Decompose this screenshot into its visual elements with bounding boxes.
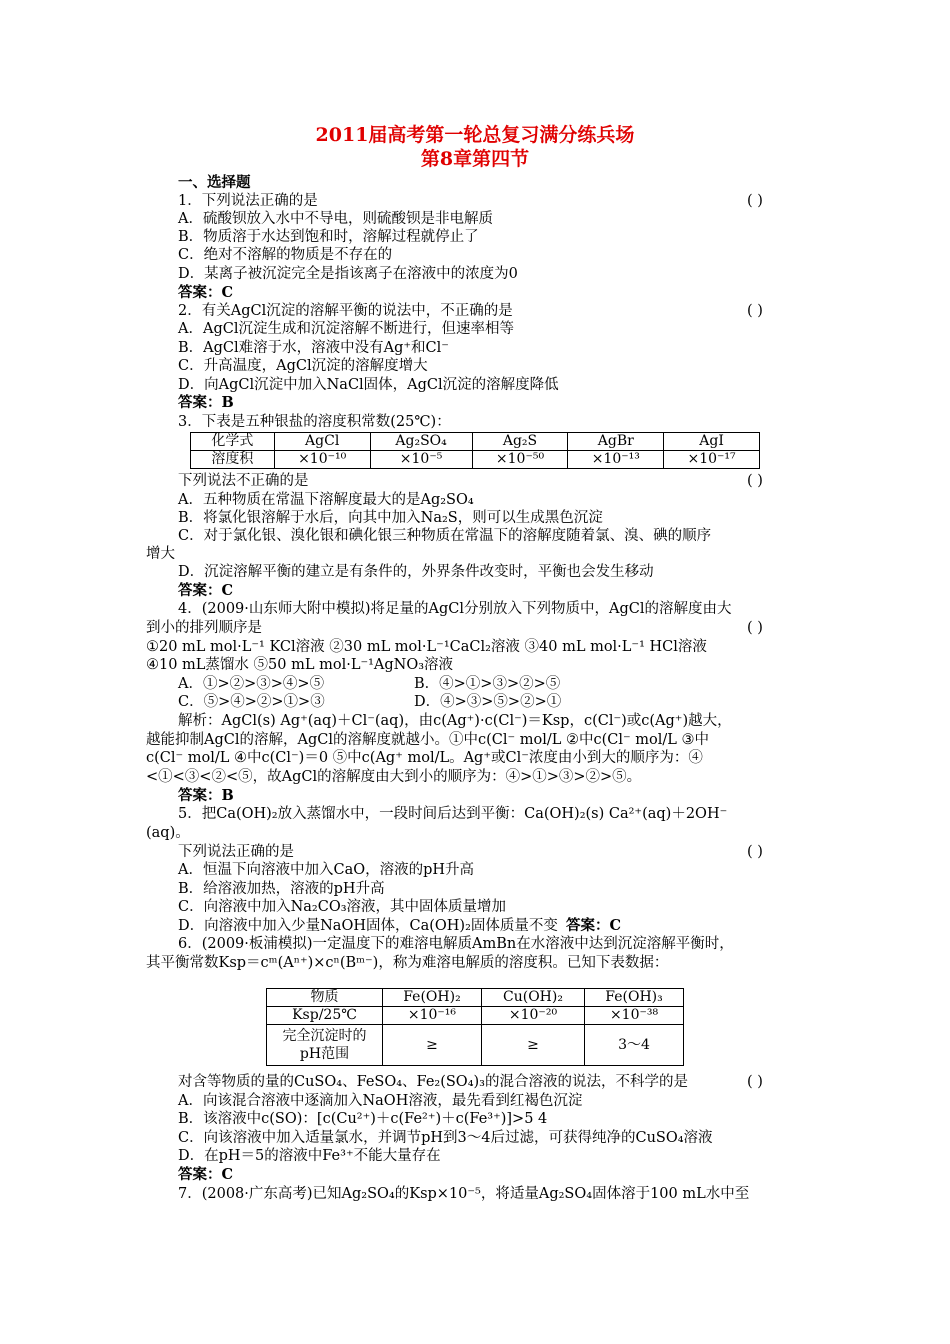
hydroxide-ksp-table [266,988,684,1066]
q5-stem-cont: (aq)。 [146,825,190,841]
table-cell: ≥ [383,1025,482,1066]
q6-answer-paren: ( ) [747,1074,763,1090]
doc-title-line1: 2011届高考第一轮总复习满分练兵场 [315,124,635,146]
q6-answer: 答案：C [178,1166,234,1183]
q6-option-a: A．向该混合溶液中逐滴加入NaOH溶液，最先看到红褐色沉淀 [178,1093,583,1109]
q3-sub-stem: 下列说法不正确的是 [178,473,309,489]
q2-answer: 答案：B [178,394,234,411]
table-header-cell: 物质 [267,989,383,1007]
q5-sub-stem: 下列说法正确的是 [178,844,294,860]
q2-option-c: C．升高温度，AgCl沉淀的溶解度增大 [178,358,428,374]
q6-stem: 6．(2009·板浦模拟)一定温度下的难溶电解质AmBn在水溶液中达到沉淀溶解平衡时， [178,936,734,952]
q4-analysis-1: 解析：AgCl(s) Ag⁺(aq)＋Cl⁻(aq)，由c(Ag⁺)·c(Cl⁻)＝Ksp，c(Cl⁻)或c(Ag⁺)越大， [178,713,732,729]
table-cell: ×10⁻³⁸ [585,1007,684,1025]
table-cell: ×10⁻¹⁷ [664,451,760,469]
table-header-cell: Cu(OH)₂ [481,989,584,1007]
q2-option-b: B．AgCl难溶于水，溶液中没有Ag⁺和Cl⁻ [178,340,449,356]
q4-analysis-2: 越能抑制AgCl的溶解，AgCl的溶解度就越小。①中c(Cl⁻ mol/L ②中c(Cl⁻ mol/L ③中 [146,732,709,748]
table-cell: ×10⁻¹⁰ [274,451,370,469]
q3-option-a: A．五种物质在常温下溶解度最大的是Ag₂SO₄ [178,492,474,508]
table-cell: 溶度积 [191,451,275,469]
table-cell: ≥ [481,1025,584,1066]
table-header-cell: AgBr [568,433,664,451]
table-cell: ×10⁻¹⁶ [383,1007,482,1025]
q3-answer-paren: ( ) [747,473,763,489]
table-header-cell: Fe(OH)₃ [585,989,684,1007]
q3-option-d: D．沉淀溶解平衡的建立是有条件的，外界条件改变时，平衡也会发生移动 [178,564,654,580]
table-cell: ×10⁻⁵ [370,451,472,469]
q1-option-a: A．硫酸钡放入水中不导电，则硫酸钡是非电解质 [178,211,493,227]
q2-answer-paren: ( ) [747,303,763,319]
q5-option-a: A．恒温下向溶液中加入CaO，溶液的pH升高 [178,862,475,878]
table-cell: ×10⁻⁵⁰ [472,451,568,469]
q5-option-d: D．向溶液中加入少量NaOH固体，Ca(OH)₂固体质量不变 [178,918,558,934]
q1-option-c: C．绝对不溶解的物质是不存在的 [178,247,393,263]
q6-option-b: B．该溶液中c(SO)：[c(Cu²⁺)＋c(Fe²⁺)＋c(Fe³⁺)]>5 4 [178,1111,548,1127]
table-cell: Ksp/25℃ [267,1007,383,1025]
q3-option-c: C．对于氯化银、溴化银和碘化银三种物质在常温下的溶解度随着氯、溴、碘的顺序 [178,528,712,544]
q6-option-c: C．向该溶液中加入适量氯水，并调节pH到3～4后过滤，可获得纯净的CuSO₄溶液 [178,1130,713,1146]
q6-stem-cont: 其平衡常数Ksp＝cᵐ(Aⁿ⁺)×cⁿ(Bᵐ⁻)，称为难溶电解质的溶度积。已知下表数据： [146,955,669,971]
table-header-cell: Ag₂S [472,433,568,451]
table-cell: 完全沉淀时的pH范围 [267,1025,383,1066]
q4-answer: 答案：B [178,787,234,804]
doc-title-line2: 第8章第四节 [420,148,530,170]
q2-stem: 2．有关AgCl沉淀的溶解平衡的说法中，不正确的是 [178,303,513,319]
q4-option-d: D．④>③>⑤>②>① [414,694,562,710]
table-cell: ×10⁻¹³ [568,451,664,469]
q1-option-d: D．某离子被沉淀完全是指该离子在溶液中的浓度为0 [178,266,518,282]
q5-option-b: B．给溶液加热，溶液的pH升高 [178,881,385,897]
table-cell: 3～4 [585,1025,684,1066]
q5-answer-paren: ( ) [747,844,763,860]
table-header-cell: Ag₂SO₄ [370,433,472,451]
solubility-product-table [190,432,760,469]
q4-analysis-4: <①<③<②<⑤，故AgCl的溶解度由大到小的顺序为：④>①>③>②>⑤。 [146,769,642,785]
q7-stem: 7．(2008·广东高考)已知Ag₂SO₄的Ksp×10⁻⁵，将适量Ag₂SO₄固体溶于100 mL水中至 [178,1186,750,1202]
q4-option-a: A．①>②>③>④>⑤ [178,676,325,692]
section-heading: 一、选择题 [178,174,251,191]
q4-answer-paren: ( ) [747,620,763,636]
q5-answer: 答案：C [566,917,622,934]
q4-items-1: ①20 mL mol·L⁻¹ KCl溶液 ②30 mL mol·L⁻¹CaCl₂溶液 ③40 mL mol·L⁻¹ HCl溶液 [146,639,707,655]
q3-option-c-cont: 增大 [146,546,175,562]
table-header-cell: AgI [664,433,760,451]
q3-option-b: B．将氯化银溶解于水后，向其中加入Na₂S，则可以生成黑色沉淀 [178,510,603,526]
q3-answer: 答案：C [178,582,234,599]
q4-option-c: C．⑤>④>②>①>③ [178,694,325,710]
table-header-cell: AgCl [274,433,370,451]
table-header-cell: Fe(OH)₂ [383,989,482,1007]
q1-answer: 答案：C [178,284,234,301]
q5-option-c: C．向溶液中加入Na₂CO₃溶液，其中固体质量增加 [178,899,507,915]
q2-option-d: D．向AgCl沉淀中加入NaCl固体，AgCl沉淀的溶解度降低 [178,377,559,393]
q6-option-d: D．在pH＝5的溶液中Fe³⁺不能大量存在 [178,1148,441,1164]
q2-option-a: A．AgCl沉淀生成和沉淀溶解不断进行，但速率相等 [178,321,514,337]
q4-option-b: B．④>①>③>②>⑤ [414,676,561,692]
q5-stem: 5．把Ca(OH)₂放入蒸馏水中，一段时间后达到平衡：Ca(OH)₂(s) Ca²⁺(aq)＋2OH⁻ [178,806,728,822]
table-header-cell: 化学式 [191,433,275,451]
q4-items-2: ④10 mL蒸馏水 ⑤50 mL mol·L⁻¹AgNO₃溶液 [146,657,454,673]
q4-stem: 4．(2009·山东师大附中模拟)将足量的AgCl分别放入下列物质中，AgCl的溶解度由大 [178,601,732,617]
q4-stem-cont: 到小的排列顺序是 [146,620,262,636]
q1-stem: 1．下列说法正确的是 [178,193,318,209]
q3-stem: 3．下表是五种银盐的溶度积常数(25℃)： [178,414,451,430]
table-cell: ×10⁻²⁰ [481,1007,584,1025]
q4-analysis-3: c(Cl⁻ mol/L ④中c(Cl⁻)＝0 ⑤中c(Ag⁺ mol/L。Ag⁺或Cl⁻浓度由小到大的顺序为：④ [146,750,703,766]
q1-option-b: B．物质溶于水达到饱和时，溶解过程就停止了 [178,229,479,245]
q6-sub-stem: 对含等物质的量的CuSO₄、FeSO₄、Fe₂(SO₄)₃的混合溶液的说法，不科学的是 [178,1074,688,1090]
q1-answer-paren: ( ) [747,193,763,209]
